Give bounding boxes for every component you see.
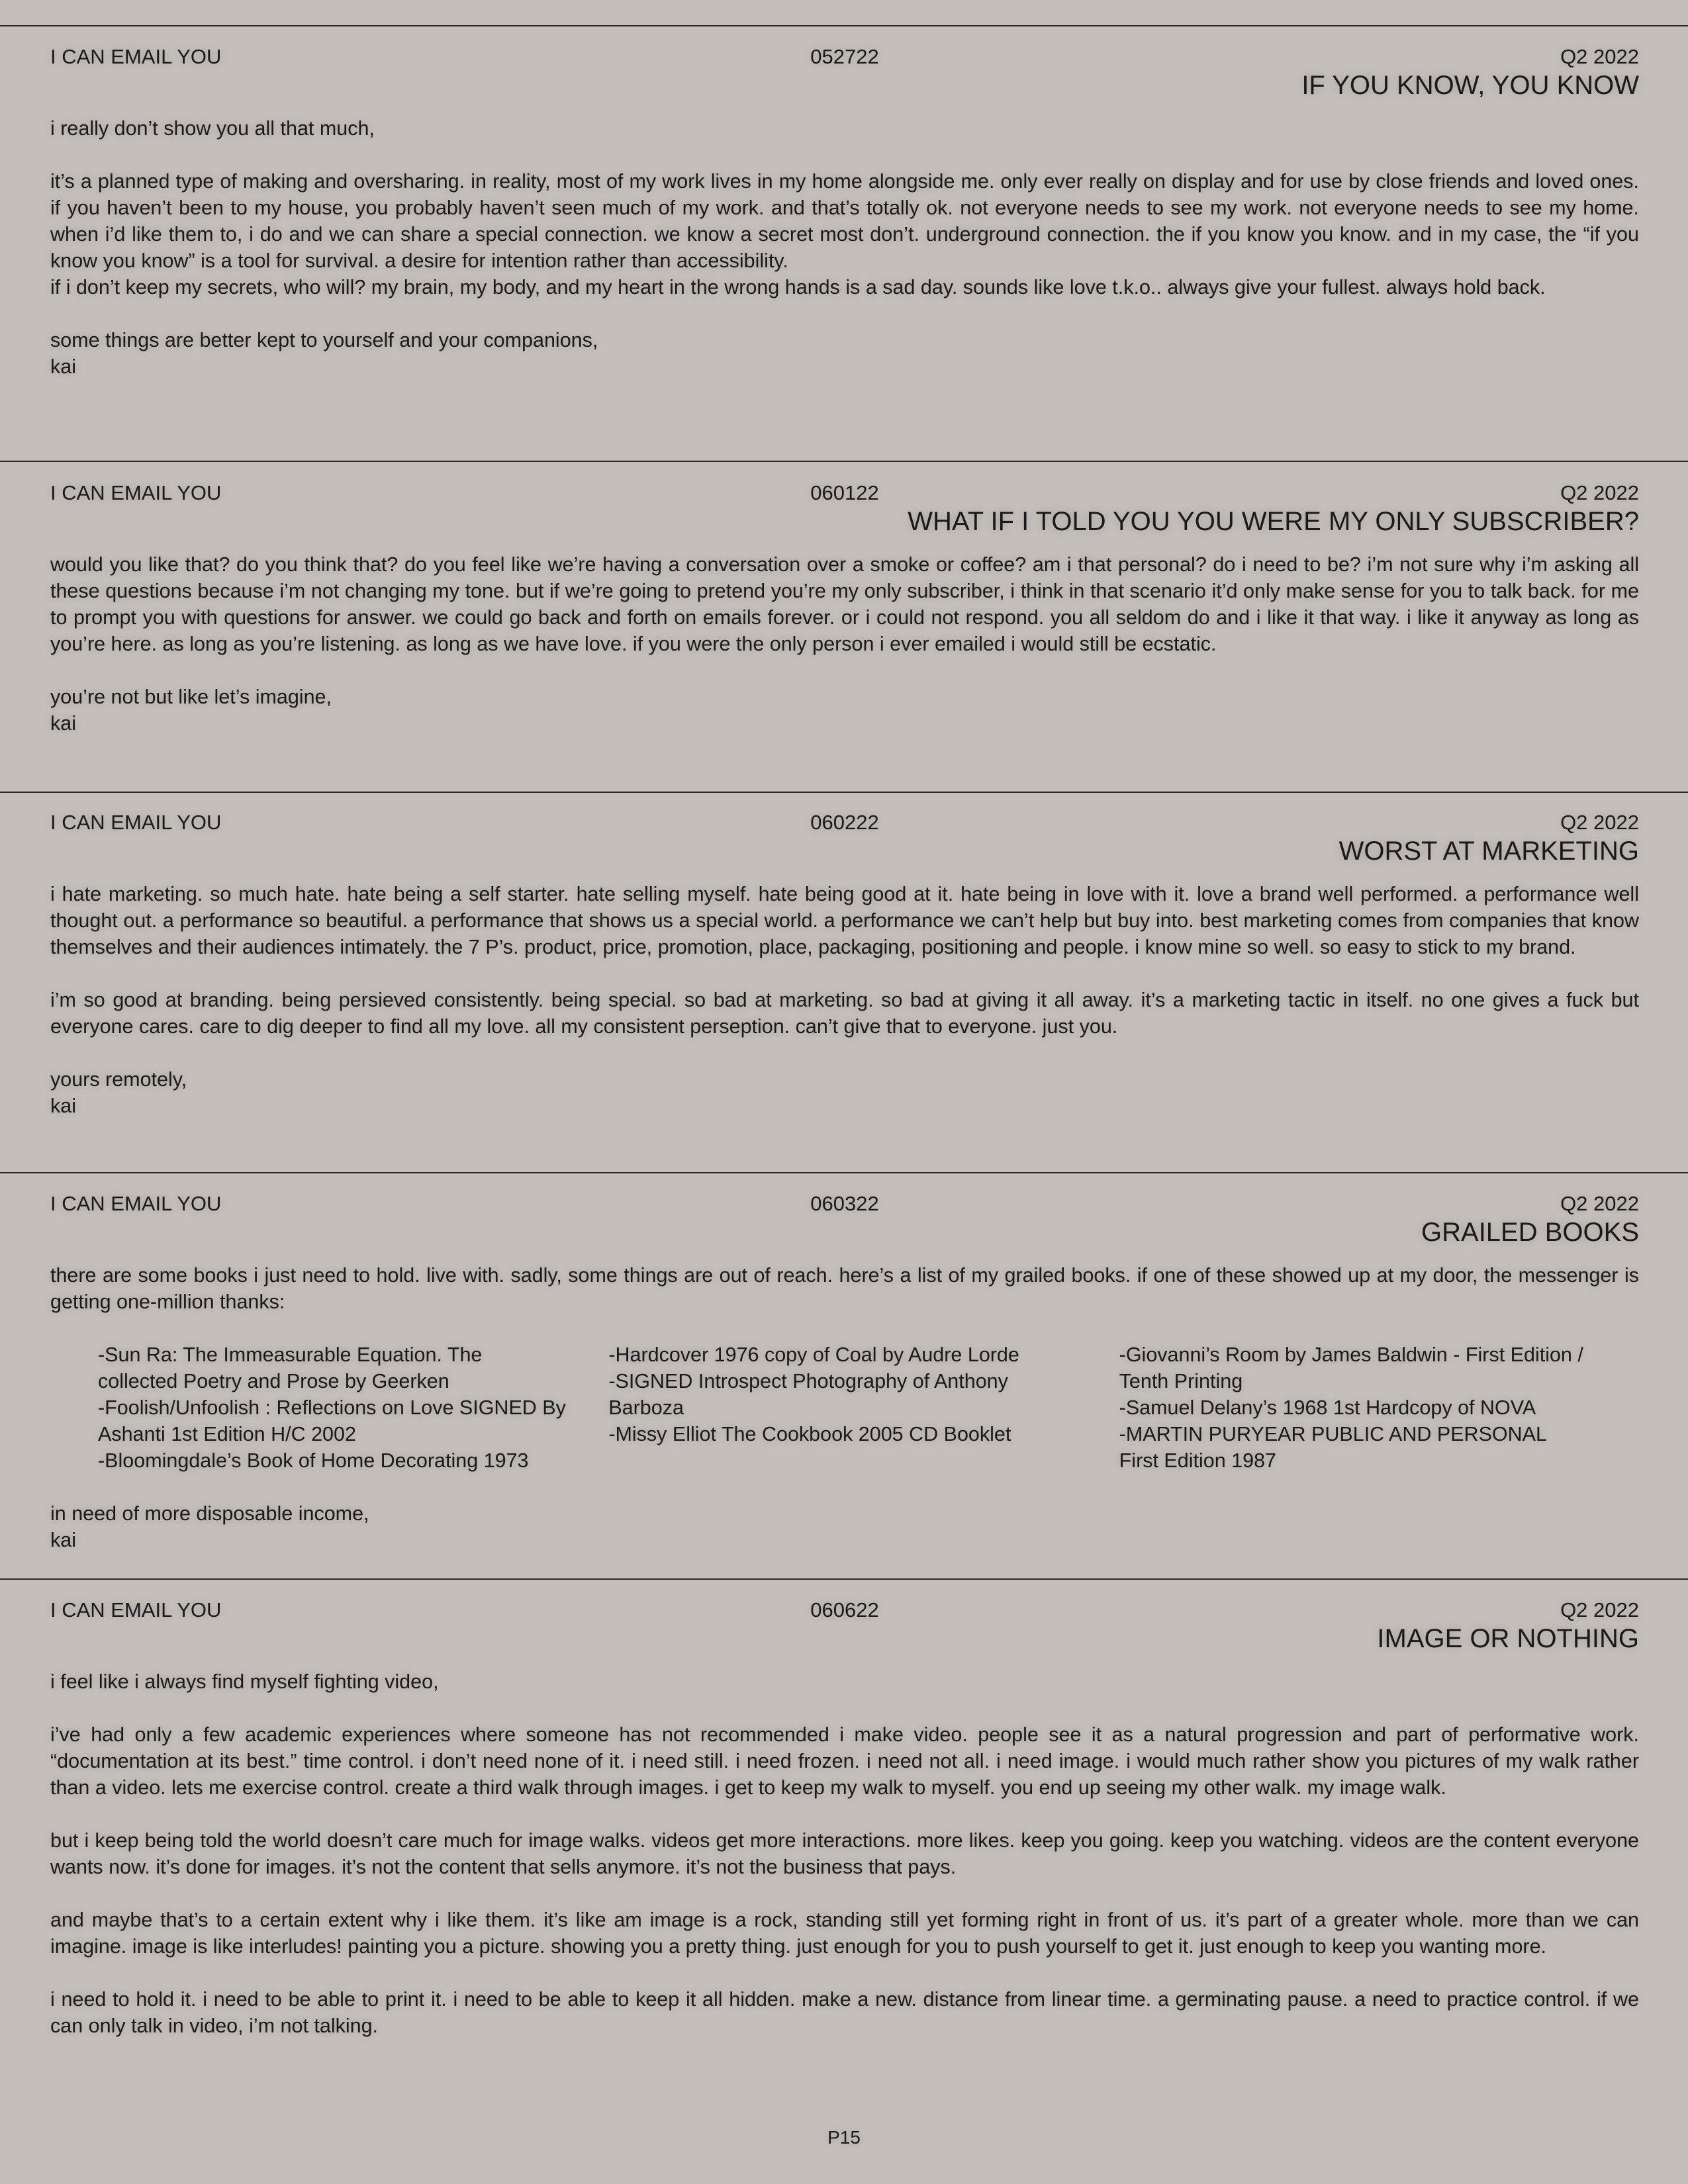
entry-opening: i feel like i always find myself fighting video, (50, 1670, 439, 1693)
list-item: -Hardcover 1976 copy of Coal by Audre Lorde (608, 1343, 1019, 1366)
entry-code: 060622 (810, 1598, 879, 1621)
entry-paragraph: it’s a planned type of making and oversharing. in reality, most of my work lives in my home alongside me. only ever really on display and for use by close friends and loved ones. if you haven’t been to my house, you probably haven’t seen much of my work. and that’s totally ok. not everyone needs to see my work. not everyone needs to see my home. when i’d like them to, i do and we can share a special connection. we know a secret most don’t. underground connection. the if you know you know. and in my case, the “if you know you know” is a tool for survival. a desire for intention rather than accessibility. (50, 170, 1639, 272)
entry-quarter: Q2 2022 (1560, 481, 1639, 504)
entry-code: 052722 (810, 45, 879, 68)
entry-brand: I CAN EMAIL YOU (50, 45, 222, 68)
entry-paragraph: i’ve had only a few academic experiences where someone has not recommended i make video. people see it as a natural progression and part of performative work. “documentation at its best.” time control. i don’t need none of it. i need still. i need frozen. i need not all. i need image. i would much rather show you pictures of my walk rather than a video. lets me exercise control. create a third walk through images. i get to keep my walk to myself. you end up seeing my other walk. my image walk. (50, 1723, 1639, 1799)
entry-closing: you’re not but like let’s imagine, (50, 686, 332, 708)
entry-paragraph: if i don’t keep my secrets, who will? my brain, my body, and my heart in the wrong hands is a sad day. sounds like love t.k.o.. always give your fullest. always hold back. (50, 276, 1546, 298)
divider-rule (0, 1172, 1688, 1173)
newsletter-entry (50, 809, 1639, 1119)
entry-paragraph: i’m so good at branding. being persieved consistently. being special. so bad at marketing. so bad at giving it all away. it’s a marketing tactic in itself. no one gives a fuck but everyone cares. care to dig deeper to find all my love. all my consistent perseption. can’t give that to everyone. just you. (50, 989, 1639, 1038)
entry-quarter: Q2 2022 (1560, 1598, 1639, 1621)
entry-signoff (50, 684, 1639, 737)
divider-rule (0, 25, 1688, 26)
list-item: -Giovanni’s Room by James Baldwin - First Edition / Tenth Printing (1119, 1343, 1583, 1392)
list-item: -Samuel Delany’s 1968 1st Hardcopy of NOVA (1119, 1396, 1536, 1419)
entry-paragraph: i need to hold it. i need to be able to print it. i need to be able to keep it all hidden. make a new. distance from linear time. a germinating pause. a need to practice control. if we can only talk in video, i’m not talking. (50, 1988, 1639, 2037)
entry-paragraph: would you like that? do you think that? do you feel like we’re having a conversation over a smoke or coffee? am i that personal? do i need to be? i’m not sure why i’m asking all these questions because i’m not changing my tone. but if we’re going to pretend you’re my only subscriber, i think in that scenario it’d only make sense for you to talk back. for me to prompt you with questions for answer. we could go back and forth on emails forever. or i could not respond. you all seldom do and i like it that way. i like it anyway as long as you’re here. as long as you’re listening. as long as we have love. if you were the only person i ever emailed i would still be ecstatic. (50, 553, 1639, 655)
entry-meta (50, 1191, 1639, 1217)
entry-quarter: Q2 2022 (1560, 1192, 1639, 1215)
entry-brand: I CAN EMAIL YOU (50, 481, 222, 504)
entry-opening: i really don’t show you all that much, (50, 117, 375, 140)
entry-body (50, 1668, 1639, 2039)
entry-headline: GRAILED BOOKS (1421, 1218, 1639, 1247)
entry-signoff (50, 1500, 1639, 1553)
entry-body (50, 551, 1639, 657)
divider-rule (0, 1578, 1688, 1580)
newsletter-entry (50, 480, 1639, 737)
list-item: -Sun Ra: The Immeasurable Equation. The collected Poetry and Prose by Geerken (98, 1343, 483, 1392)
entry-meta (50, 1597, 1639, 1623)
divider-rule (0, 792, 1688, 793)
entry-code: 060322 (810, 1192, 879, 1215)
entry-brand: I CAN EMAIL YOU (50, 1598, 222, 1621)
list-item: -Missy Elliot The Cookbook 2005 CD Booklet (608, 1423, 1011, 1445)
entry-body (50, 115, 1639, 300)
entry-quarter: Q2 2022 (1560, 45, 1639, 68)
entry-signature: kai (50, 1095, 76, 1117)
entry-signature: kai (50, 712, 76, 735)
newsletter-entry (50, 1191, 1639, 1553)
entry-paragraph: i hate marketing. so much hate. hate being a self starter. hate selling myself. hate being good at it. hate being in love with it. love a brand well performed. a performance well thought out. a performance so beautiful. a performance that shows us a special world. a performance we can’t help but buy into. best marketing comes from companies that know themselves and their audiences intimately. the 7 P’s. product, price, promotion, place, packaging, positioning and people. i know mine so well. so easy to stick to my brand. (50, 883, 1639, 958)
entry-headline: WORST AT MARKETING (1338, 837, 1639, 866)
entry-code: 060222 (810, 811, 879, 834)
entry-code: 060122 (810, 481, 879, 504)
entry-closing: in need of more disposable income, (50, 1502, 369, 1525)
entry-signoff (50, 327, 1639, 380)
entry-signoff (50, 1066, 1639, 1119)
newsletter-entry (50, 1597, 1639, 2066)
entry-body (50, 1262, 1639, 1474)
entry-headline: WHAT IF I TOLD YOU YOU WERE MY ONLY SUBSCRIBER? (908, 507, 1639, 536)
list-item: -SIGNED Introspect Photography of Anthony Barboza (608, 1370, 1008, 1419)
entry-brand: I CAN EMAIL YOU (50, 1192, 222, 1215)
entry-meta (50, 44, 1639, 70)
divider-rule (0, 461, 1688, 462)
list-item: -Bloomingdale’s Book of Home Decorating 1973 (98, 1449, 529, 1472)
entry-meta (50, 809, 1639, 836)
entry-signature: kai (50, 1529, 76, 1551)
entry-closing: yours remotely, (50, 1068, 187, 1091)
entry-signature: kai (50, 355, 76, 378)
entry-quarter: Q2 2022 (1560, 811, 1639, 834)
list-item: -MARTIN PURYEAR PUBLIC AND PERSONAL First Edition 1987 (1119, 1423, 1546, 1472)
grailed-books-list (98, 1342, 1587, 1474)
newsletter-entry (50, 44, 1639, 380)
entry-meta (50, 480, 1639, 506)
entry-paragraph: there are some books i just need to hold. live with. sadly, some things are out of reach. here’s a list of my grailed books. if one of these showed up at my door, the messenger is getting one-million thanks: (50, 1264, 1639, 1313)
entry-headline: IMAGE OR NOTHING (1377, 1624, 1639, 1653)
entry-paragraph: but i keep being told the world doesn’t care much for image walks. videos get more interactions. more likes. keep you going. keep you watching. videos are the content everyone wants now. it’s done for images. it’s not the content that sells anymore. it’s not the business that pays. (50, 1829, 1639, 1878)
entry-closing: some things are better kept to yourself and your companions, (50, 329, 598, 351)
list-item: -Foolish/Unfoolish : Reflections on Love SIGNED By Ashanti 1st Edition H/C 2002 (98, 1396, 566, 1445)
entry-brand: I CAN EMAIL YOU (50, 811, 222, 834)
page-number: P15 (827, 2127, 861, 2148)
entry-paragraph: and maybe that’s to a certain extent why i like them. it’s like am image is a rock, standing still yet forming right in front of us. it’s part of a greater whole. more than we can imagine. image is like interludes! painting you a picture. showing you a pretty thing. just enough for you to push yourself to get it. just enough to keep you wanting more. (50, 1909, 1639, 1958)
entry-headline: IF YOU KNOW, YOU KNOW (1301, 71, 1639, 100)
entry-body (50, 881, 1639, 1040)
